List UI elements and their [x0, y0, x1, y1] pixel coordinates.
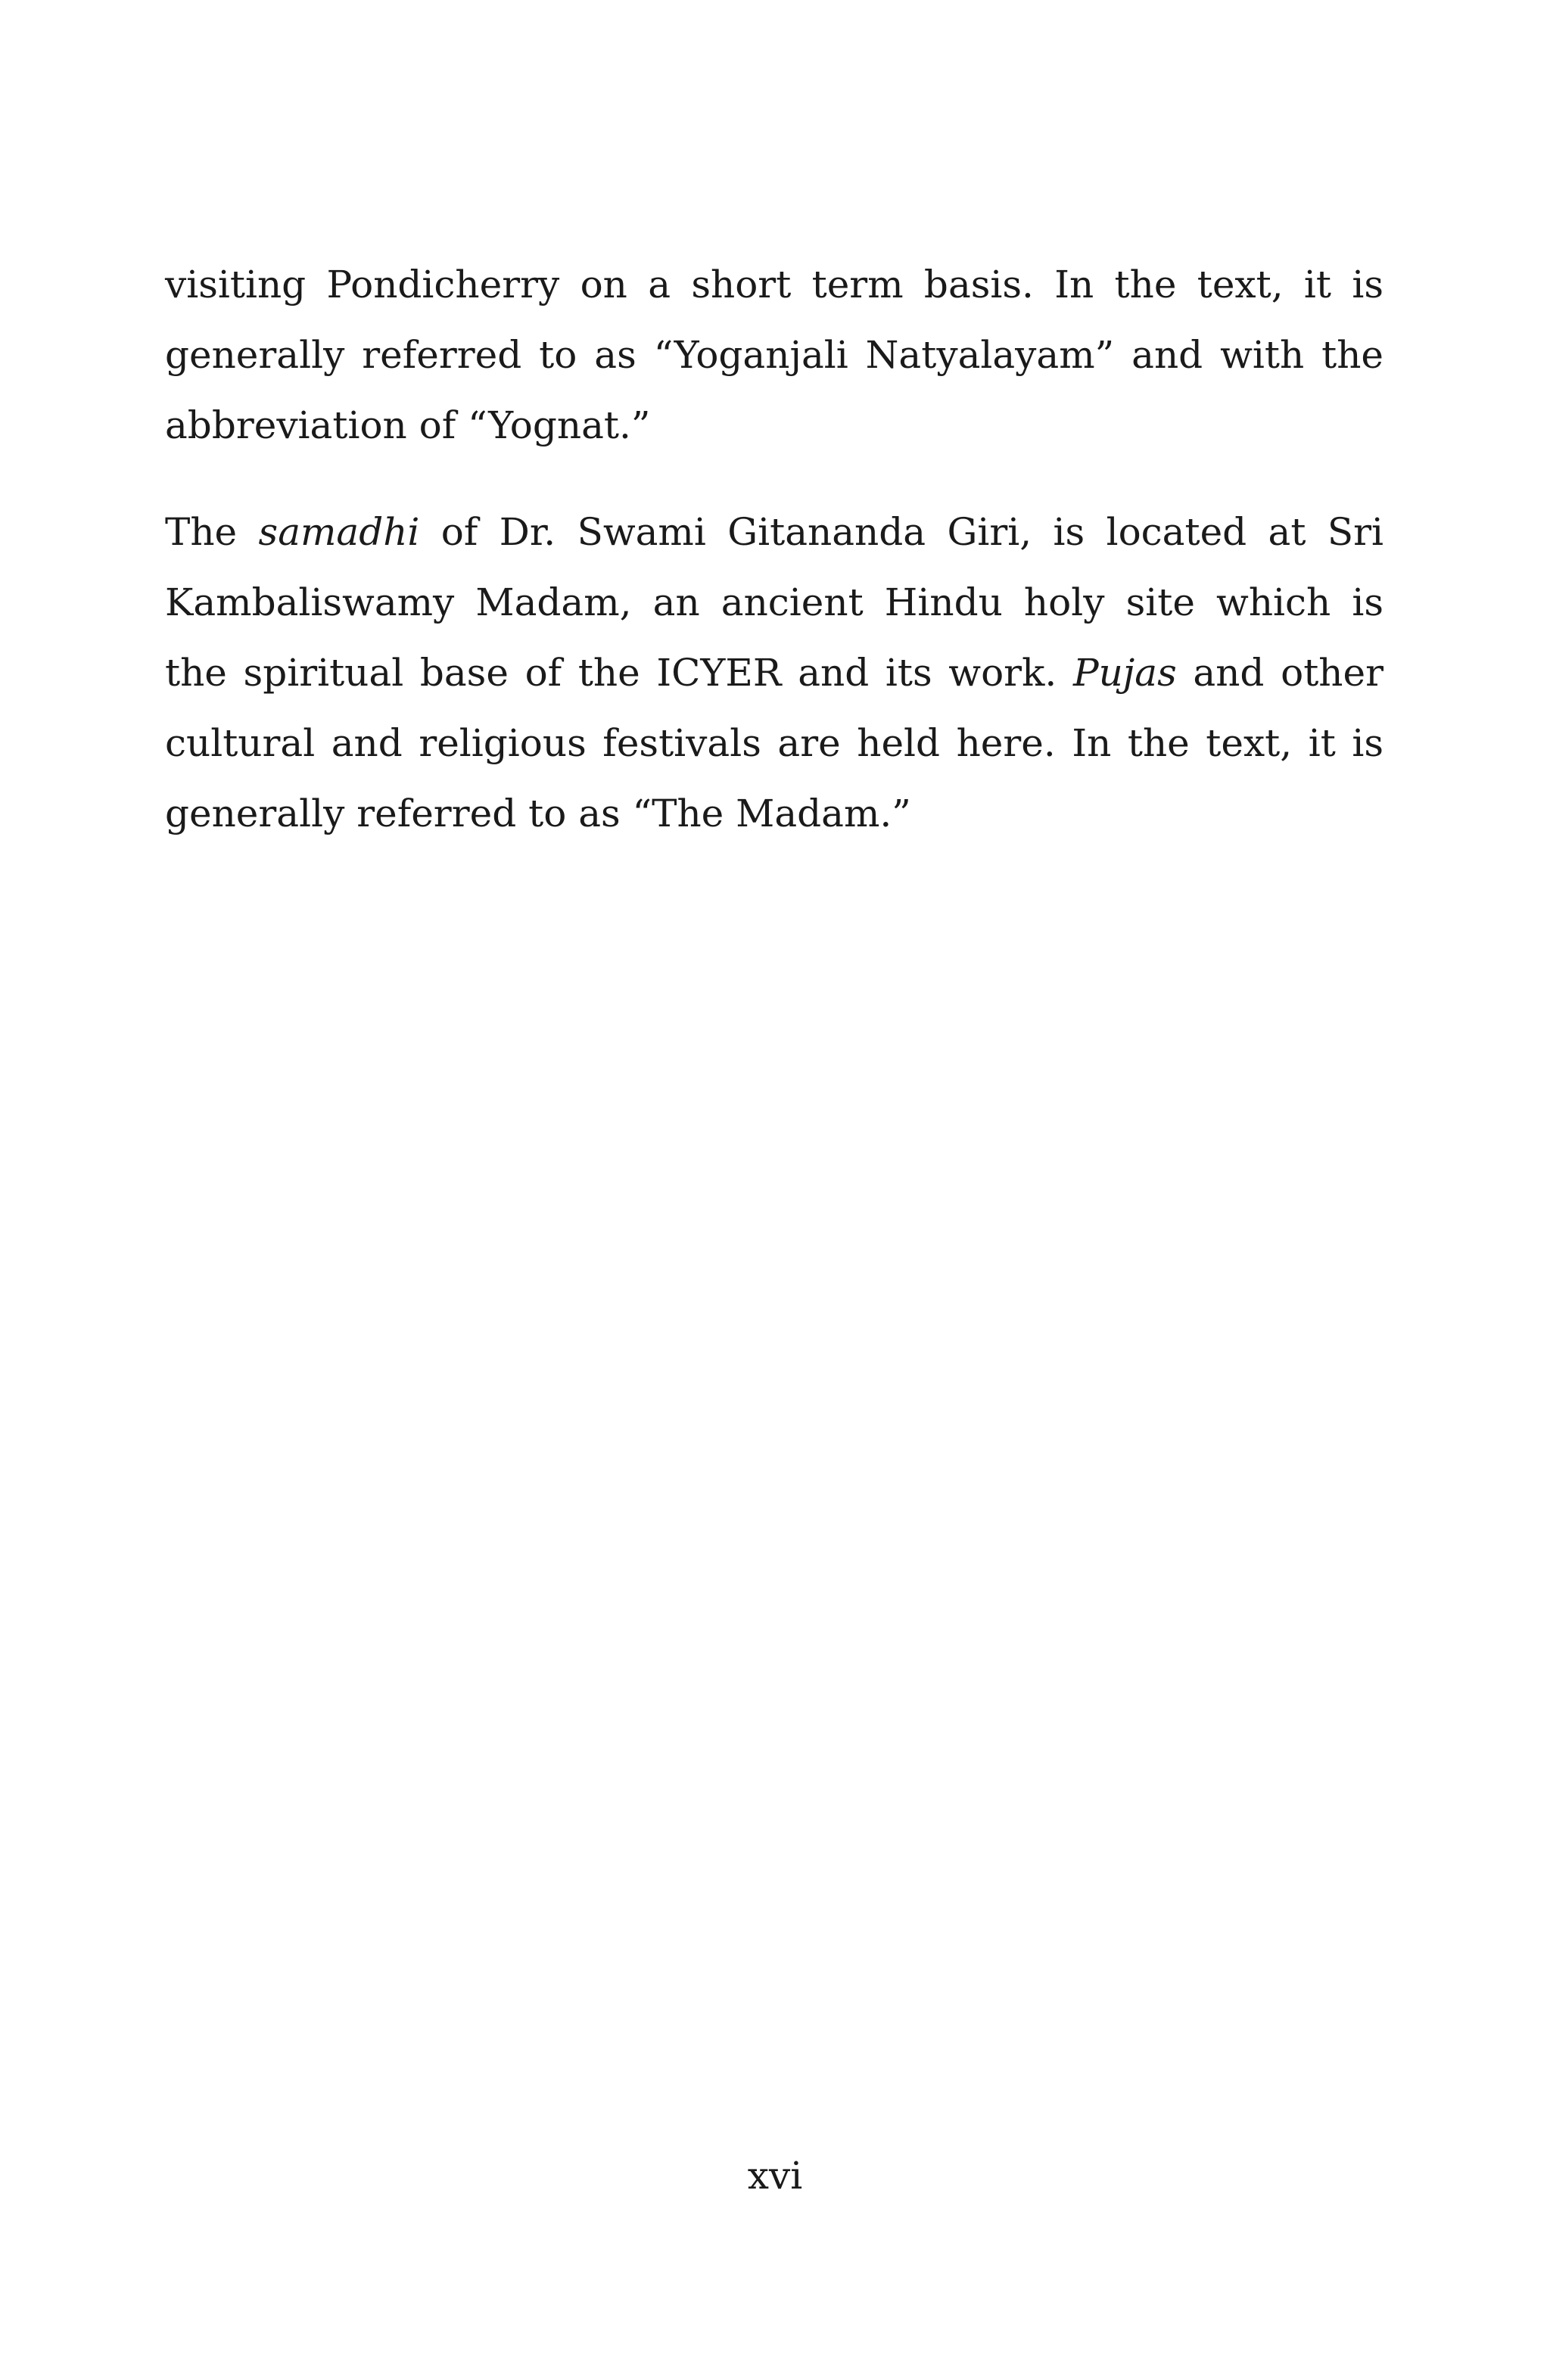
text-line [165, 708, 1383, 779]
text-line [165, 568, 1383, 638]
text-line [165, 320, 1383, 390]
text-run: abbreviation of “Yognat.” [165, 403, 651, 447]
text-run: generally referred to as “Yoganjali Natyalayam” and with the [165, 333, 1383, 377]
text-line [165, 390, 1383, 461]
paragraph [165, 497, 1383, 849]
text-run: cultural and religious festivals are held here. In the text, it is [165, 721, 1383, 765]
page-number: xvi [747, 2154, 803, 2198]
text-run: The [165, 510, 259, 554]
text-run: Kambaliswamy Madam, an ancient Hindu holy site which is [165, 580, 1383, 624]
paragraph [165, 250, 1383, 461]
italic-term: samadhi [258, 510, 420, 554]
italic-term: Pujas [1072, 651, 1177, 695]
text-run: of Dr. Swami Gitananda Giri, is located at Sri [419, 510, 1383, 554]
text-run: generally referred to as “The Madam.” [165, 792, 911, 835]
text-line [165, 779, 1383, 849]
text-line [165, 497, 1383, 568]
text-run: and other [1176, 651, 1383, 695]
body-text [165, 250, 1383, 849]
text-line [165, 638, 1383, 708]
text-run: the spiritual base of the ICYER and its work. [165, 651, 1073, 695]
text-run: visiting Pondicherry on a short term basis. In the text, it is [165, 263, 1383, 306]
text-line [165, 250, 1383, 320]
